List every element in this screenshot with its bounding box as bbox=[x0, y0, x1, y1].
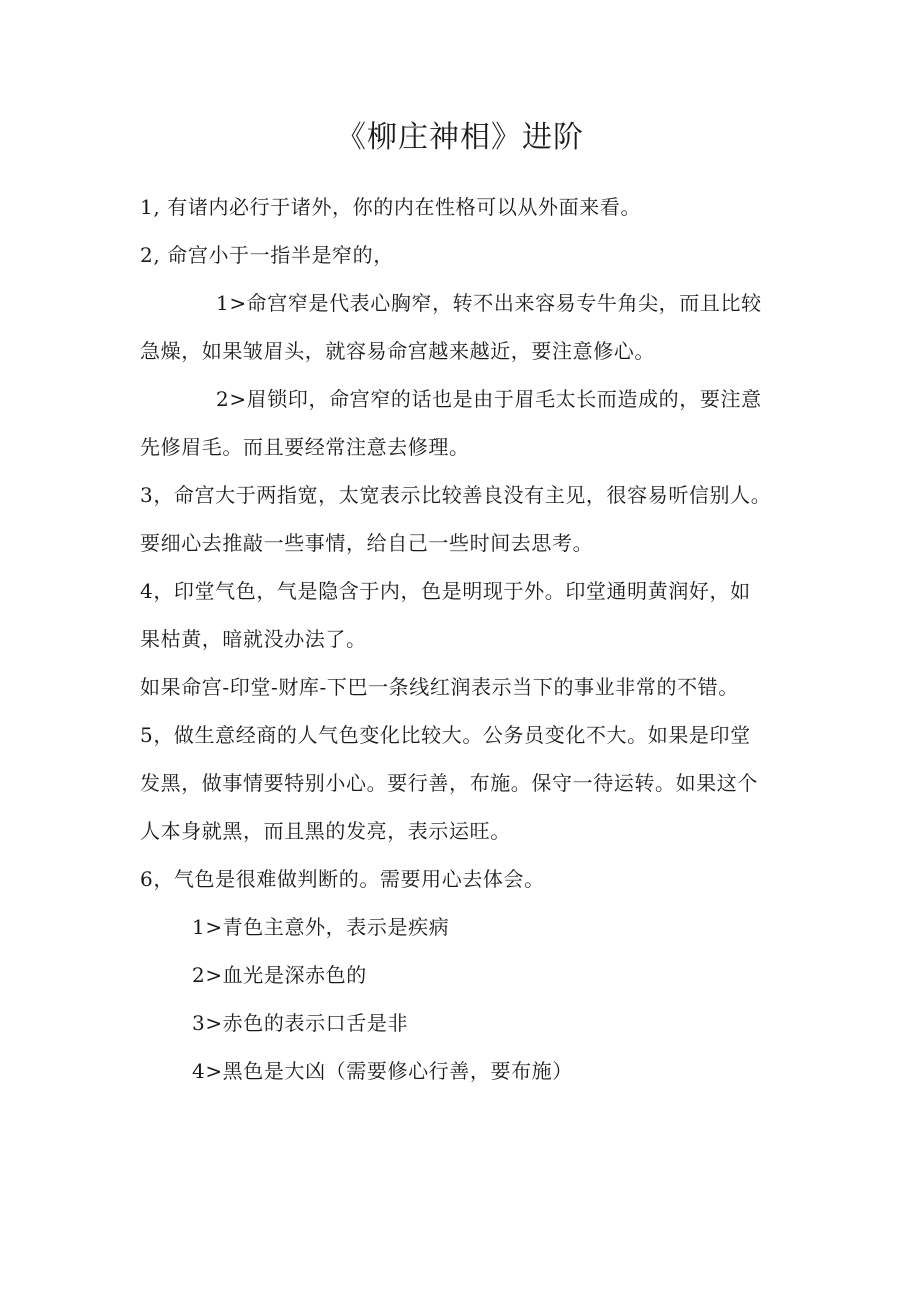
paragraph-line: 人本身就黑，而且黑的发亮，表示运旺。 bbox=[140, 819, 511, 843]
paragraph-line: 2>眉锁印，命宫窄的话也是由于眉毛太长而造成的，要注意 bbox=[216, 387, 762, 411]
paragraph-line: 果枯黄，暗就没办法了。 bbox=[140, 627, 367, 651]
paragraph-line: 3，命宫大于两指宽，太宽表示比较善良没有主见，很容易听信别人。 bbox=[140, 483, 772, 507]
paragraph-line: 4，印堂气色，气是隐含于内，色是明现于外。印堂通明黄润好，如 bbox=[140, 579, 751, 603]
paragraph-line: 如果命宫-印堂-财库-下巴一条线红润表示当下的事业非常的不错。 bbox=[140, 675, 739, 699]
list-item: 2>血光是深赤色的 bbox=[192, 963, 367, 987]
paragraph-line: 发黑，做事情要特别小心。要行善，布施。保守一待运转。如果这个 bbox=[140, 771, 758, 795]
paragraph-line: 1, 有诸内必行于诸外，你的内在性格可以从外面来看。 bbox=[140, 195, 642, 219]
list-item: 3>赤色的表示口舌是非 bbox=[192, 1011, 409, 1035]
paragraph-line: 要细心去推敲一些事情，给自己一些时间去思考。 bbox=[140, 531, 594, 555]
paragraph-line: 5，做生意经商的人气色变化比较大。公务员变化不大。如果是印堂 bbox=[140, 723, 751, 747]
paragraph-line: 急燥，如果皱眉头，就容易命宫越来越近，要注意修心。 bbox=[140, 339, 655, 363]
paragraph-line: 先修眉毛。而且要经常注意去修理。 bbox=[140, 435, 470, 459]
list-item: 1>青色主意外，表示是疾病 bbox=[192, 915, 450, 939]
document-title: 《柳庄神相》进阶 bbox=[336, 120, 584, 155]
list-item: 4>黑色是大凶（需要修心行善，要布施） bbox=[192, 1059, 573, 1083]
paragraph-line: 2, 命宫小于一指半是窄的， bbox=[140, 243, 394, 267]
paragraph-line: 6，气色是很难做判断的。需要用心去体会。 bbox=[140, 867, 545, 891]
paragraph-line: 1>命宫窄是代表心胸窄，转不出来容易专牛角尖，而且比较 bbox=[216, 291, 762, 315]
